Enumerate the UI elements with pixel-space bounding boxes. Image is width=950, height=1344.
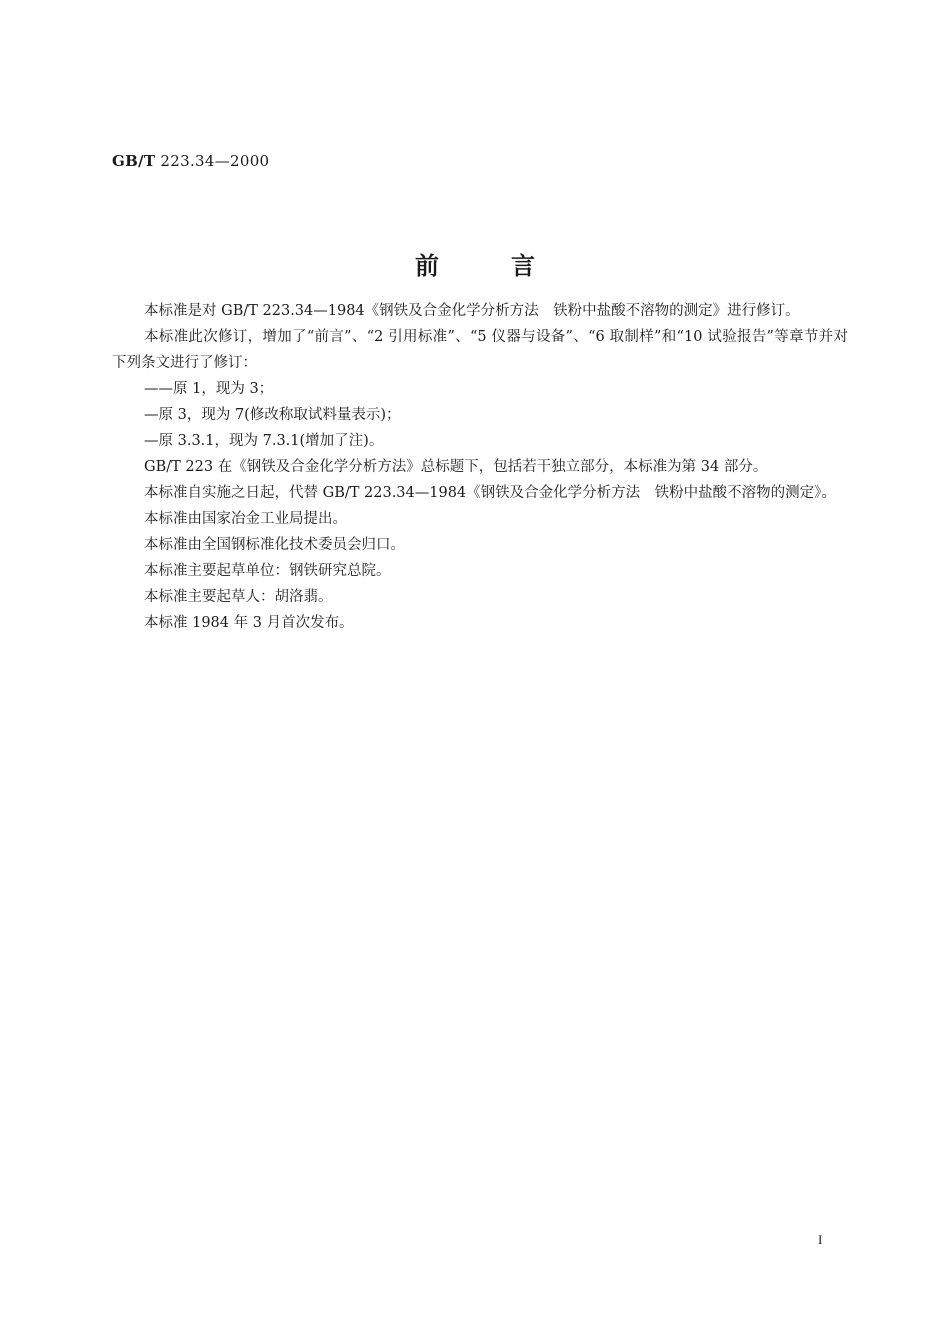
list-item-change-3: —原 3.3.1，现为 7.3.1(增加了注)。 bbox=[144, 433, 384, 449]
list-item-change-2: —原 3，现为 7(修改称取试料量表示)； bbox=[144, 407, 401, 423]
paragraph-proposer: 本标准由国家冶金工业局提出。 bbox=[144, 511, 347, 527]
standard-number: 223.34—2000 bbox=[160, 152, 270, 170]
paragraph-revision-basis: 本标准是对 GB/T 223.34—1984《钢铁及合金化学分析方法 铁粉中盐酸不溶物的测定》进行修订。 bbox=[144, 303, 800, 319]
paragraph-revision-additions: 本标准此次修订，增加了“前言”、“2 引用标准”、“5 仪器与设备”、“6 取制样”和“10 试验报告”等章节并对下列条文进行了修订： bbox=[112, 329, 848, 371]
foreword-body bbox=[112, 298, 848, 636]
standard-prefix: GB/T bbox=[112, 152, 156, 170]
paragraph-drafter: 本标准主要起草人：胡洛翡。 bbox=[144, 589, 333, 605]
paragraph-drafting-unit: 本标准主要起草单位：钢铁研究总院。 bbox=[144, 563, 391, 579]
paragraph-first-release: 本标准 1984 年 3 月首次发布。 bbox=[144, 615, 354, 631]
standard-code-header bbox=[112, 152, 269, 170]
page-title: 前言 bbox=[415, 251, 607, 280]
page-number: I bbox=[818, 1232, 823, 1247]
paragraph-replacement: 本标准自实施之日起，代替 GB/T 223.34—1984《钢铁及合金化学分析方法 铁粉中盐酸不溶物的测定》。 bbox=[144, 485, 836, 501]
paragraph-committee: 本标准由全国钢标准化技术委员会归口。 bbox=[144, 537, 405, 553]
list-item-change-1: ——原 1，现为 3； bbox=[144, 381, 274, 397]
paragraph-series-info: GB/T 223 在《钢铁及合金化学分析方法》总标题下，包括若干独立部分，本标准为第 34 部分。 bbox=[144, 459, 768, 475]
